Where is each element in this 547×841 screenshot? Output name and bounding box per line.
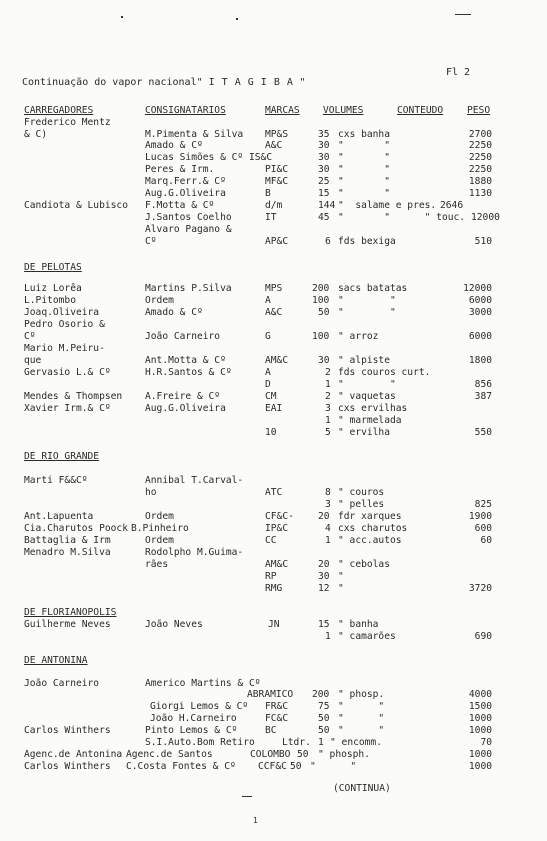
desc-cell: fdr xarques [338, 511, 402, 522]
shipper-cell: Marti F&&Cº [24, 475, 88, 486]
desc-cell: cxs ervilhas [338, 403, 408, 414]
qty-cell: 30 [318, 571, 330, 582]
qty-cell: 50 [290, 761, 302, 772]
qty-cell: 30 [318, 164, 330, 175]
desc-cell: " " [338, 379, 396, 390]
qty-cell: 3 [325, 499, 331, 510]
weight-cell: 856 [474, 379, 492, 390]
shipper-cell: Cia.Charutos Poock [24, 523, 128, 534]
mark-cell: AP&C [265, 236, 289, 247]
consignee-cell: M.Pimenta & Silva [145, 129, 244, 140]
mark-cell: AM&C [265, 559, 289, 570]
mark-cell: MPS [265, 283, 283, 294]
consignee-cell: Ant.Motta & Cº [145, 355, 226, 366]
consignee-cell: Lucas Simões & Cº [145, 152, 244, 163]
weight-cell: 4000 [468, 689, 492, 700]
desc-cell: " banha [338, 619, 379, 630]
section-heading: DE RIO GRANDE [24, 451, 100, 462]
desc-cell: " " [338, 713, 385, 724]
shipper-cell: Battaglia & Irm [24, 535, 111, 546]
mark-cell: A [265, 295, 271, 306]
desc-cell: " " [310, 761, 357, 772]
shipper-cell: Joaq.Oliveira [24, 307, 100, 318]
desc-cell: " encomm. [330, 737, 382, 748]
section-heading: DE PELOTAS [24, 262, 82, 273]
qty-cell: 200 [312, 283, 330, 294]
qty-cell: 30 [318, 355, 330, 366]
continues-note: (CONTINUA) [333, 783, 391, 794]
mark-cell: IP&C [265, 523, 289, 534]
consignee-cell: Peres & Irm. [145, 164, 215, 175]
consignee-cell: Ordem [145, 295, 174, 306]
desc-cell: " " [338, 701, 385, 712]
weight-cell: 1900 [468, 511, 492, 522]
desc-cell: fds couros curt. [338, 367, 431, 378]
weight-cell: 1800 [468, 355, 492, 366]
title-suffix: " [293, 77, 306, 88]
consignee-cell: João H.Carneiro [150, 713, 237, 724]
qty-cell: 1 [318, 737, 324, 748]
shipper-cell: Mario M.Peiru- [24, 343, 105, 354]
shipper-cell: Carlos Winthers [24, 725, 111, 736]
desc-cell: sacs batatas [338, 283, 408, 294]
weight-cell: 6000 [468, 295, 492, 306]
qty-cell: 1 [325, 379, 331, 390]
weight-cell: 70 [480, 737, 492, 748]
desc-cell: " acc.autos [338, 535, 402, 546]
qty-cell: 30 [318, 140, 330, 151]
weight-cell: 2250 [468, 140, 492, 151]
shipper-cell: Mendes & Thompsen [24, 391, 123, 402]
mark-cell: CC [265, 535, 277, 546]
qty-cell: 20 [318, 511, 330, 522]
mark-cell: ATC [265, 487, 283, 498]
consignee-cell: J.Santos Coelho [145, 212, 232, 223]
qty-cell: 75 [318, 701, 330, 712]
desc-cell: " " [338, 295, 396, 306]
consignee-cell: Amado & Cº [145, 307, 203, 318]
desc-cell: " " [338, 164, 390, 175]
qty-cell: 50 [297, 749, 309, 760]
qty-cell: 15 [318, 619, 330, 630]
desc-cell: " marmelada [338, 415, 402, 426]
desc-cell: " " [338, 725, 385, 736]
desc-cell: " alpiste [338, 355, 390, 366]
weight-cell: 2700 [468, 129, 492, 140]
weight-cell: 3720 [468, 583, 492, 594]
document-title [22, 78, 305, 88]
mark-cell: RP [265, 571, 277, 582]
desc-cell: " [338, 571, 344, 582]
header-marks: MARCAS [265, 105, 300, 116]
consignee-cell: Rodolpho M.Guima- [145, 547, 244, 558]
weight-cell: 1000 [468, 761, 492, 772]
mark-cell: JN [268, 619, 280, 630]
scan-dash-bottom [242, 796, 252, 797]
shipper-cell: Cº [24, 331, 36, 342]
header-contents: CONTEUDO [397, 105, 444, 116]
qty-cell: 25 [318, 176, 330, 187]
consignee-cell: C.Costa Fontes & Cº [126, 761, 236, 772]
mark-cell: PI&C [265, 164, 289, 175]
consignee-cell: Pinto Lemos & Cº [145, 725, 238, 736]
qty-cell: 50 [318, 307, 330, 318]
header-weight: PESO [467, 105, 491, 116]
mark-cell: CM [265, 391, 277, 402]
mark-cell: IS&C [249, 152, 273, 163]
header-shippers: CARREGADORES [24, 105, 94, 116]
consignee-cell: Aug.G.Oliveira [145, 403, 226, 414]
weight-cell: 3000 [468, 307, 492, 318]
consignee-cell: João Neves [145, 619, 203, 630]
mark-cell: MP&S [265, 129, 289, 140]
mark-cell: CCF&C [258, 761, 287, 772]
consignee-cell: Marq.Ferr.& Cº [145, 176, 226, 187]
mark-cell: Ltdr. [282, 737, 311, 748]
weight-cell: 12000 [463, 283, 492, 294]
consignee-cell: Annibal T.Carval- [145, 475, 244, 486]
consignee-cell: Amado & Cº [145, 140, 203, 151]
consignee-cell: A.Freire & Cº [145, 391, 221, 402]
weight-cell: 1000 [468, 713, 492, 724]
qty-cell: 50 [318, 725, 330, 736]
desc-cell: " " [338, 176, 390, 187]
weight-cell: 1500 [468, 701, 492, 712]
weight-cell: 2250 [468, 164, 492, 175]
consignee-cell: Martins P.Silva [145, 283, 232, 294]
qty-cell: 35 [318, 129, 330, 140]
desc-cell: " " [338, 140, 390, 151]
page-number: Fl 2 [446, 67, 471, 78]
mark-cell: A&C [265, 140, 283, 151]
desc-cell: " " [338, 307, 396, 318]
mark-cell: CF&C- [265, 511, 294, 522]
weight-cell: 60 [480, 535, 492, 546]
shipper-cell: Menadro M.Silva [24, 547, 111, 558]
consignee-cell: Cº [145, 236, 157, 247]
mark-cell: AM&C [265, 355, 289, 366]
consignee-cell: ho [145, 487, 157, 498]
weight-cell: 690 [474, 631, 492, 642]
weight-cell: 1130 [468, 188, 492, 199]
qty-cell: 100 [312, 295, 330, 306]
shipper-cell: Pedro Osorio & [24, 319, 105, 330]
mark-cell: EAI [265, 403, 283, 414]
desc-cell: " salame e pres. [338, 200, 437, 211]
weight-cell: 1000 [468, 725, 492, 736]
shipper-cell: Candiota & Lubisco [24, 200, 128, 211]
consignee-cell: Giorgi Lemos & Cº [150, 701, 249, 712]
mark-cell: COLOMBO [250, 749, 291, 760]
qty-cell: 1 [325, 535, 331, 546]
qty-cell: 1 [325, 415, 331, 426]
mark-cell: MF&C [265, 176, 289, 187]
folio-number: 1 [253, 816, 258, 825]
desc-cell: cxs charutos [338, 523, 408, 534]
scan-dot [121, 16, 123, 18]
mark-cell: ABRAMICO [247, 689, 294, 700]
desc-cell: " [338, 583, 344, 594]
qty-cell: 50 [318, 713, 330, 724]
mark-cell: B [265, 188, 271, 199]
shipper-cell: Gervasio L.& Cº [24, 367, 111, 378]
consignee-cell: S.I.Auto.Bom Retiro [145, 737, 255, 748]
qty-cell: 1 [325, 631, 331, 642]
mark-cell: A [265, 367, 271, 378]
consignee-cell: Ordem [145, 511, 174, 522]
qty-cell: 100 [312, 331, 330, 342]
qty-cell: 4 [325, 523, 331, 534]
desc-cell: " camarões [338, 631, 396, 642]
shipper-cell: Luiz Lorêa [24, 283, 82, 294]
weight-cell: 6000 [468, 331, 492, 342]
desc-cell: " cebolas [338, 559, 390, 570]
shipper-cell: Xavier Irm.& Cº [24, 403, 111, 414]
ship-name: I T A G I B A [208, 77, 294, 88]
consignee-cell: H.R.Santos & Cº [145, 367, 232, 378]
qty-cell: 12 [318, 583, 330, 594]
shipper-cell: & C) [24, 129, 48, 140]
desc-cell: " arroz [338, 331, 379, 342]
desc-cell: cxs banha [338, 129, 390, 140]
qty-cell: 5 [325, 427, 331, 438]
qty-cell: 45 [318, 212, 330, 223]
weight-cell: 2250 [468, 152, 492, 163]
mark-cell: 10 [265, 427, 277, 438]
consignee-cell: Americo Martins & Cº [145, 678, 261, 689]
mark-cell: D [265, 379, 271, 390]
shipper-cell: que [24, 355, 42, 366]
consignee-cell: João Carneiro [145, 331, 221, 342]
section-heading: DE ANTONINA [24, 655, 88, 666]
mark-cell: d/m [265, 200, 283, 211]
title-prefix: Continuação do vapor nacional" [22, 77, 209, 88]
mark-cell: BC [265, 725, 277, 736]
weight-cell: 825 [474, 499, 492, 510]
consignee-cell: Alvaro Pagano & [145, 224, 232, 235]
shipper-cell: Ant.Lapuenta [24, 511, 94, 522]
qty-cell: 200 [312, 689, 330, 700]
shipper-cell: Carlos Winthers [24, 761, 111, 772]
weight-cell: 550 [474, 427, 492, 438]
scan-dot [236, 18, 238, 20]
shipper-cell: Agenc.de Antonina [24, 749, 123, 760]
mark-cell: A&C [265, 307, 283, 318]
mark-cell: G [265, 331, 271, 342]
qty-cell: 2 [325, 367, 331, 378]
consignee-cell: B.Pinheiro [131, 523, 189, 534]
qty-cell: 144 [318, 200, 336, 211]
consignee-cell: Aug.G.Oliveira [145, 188, 226, 199]
qty-cell: 8 [325, 487, 331, 498]
qty-cell: 2 [325, 391, 331, 402]
header-consignees: CONSIGNATARIOS [145, 105, 226, 116]
header-volumes: VOLUMES [323, 105, 364, 116]
desc-cell: " " [338, 188, 390, 199]
shipper-cell: Guilherme Neves [24, 619, 111, 630]
qty-cell: 30 [318, 152, 330, 163]
desc-cell: fds bexiga [338, 236, 396, 247]
desc-cell: " vaquetas [338, 391, 396, 402]
desc-cell: " couros [338, 487, 385, 498]
mark-cell: FR&C [265, 701, 289, 712]
mark-cell: RMG [265, 583, 283, 594]
qty-cell: 3 [325, 403, 331, 414]
consignee-cell: Agenc.de Santos [126, 749, 213, 760]
scan-dash-top-right [455, 14, 471, 15]
weight-cell: 1880 [468, 176, 492, 187]
weight-cell: 2646 [440, 200, 464, 211]
mark-cell: IT [265, 212, 277, 223]
shipper-cell: L.Pitombo [24, 295, 76, 306]
weight-cell: 12000 [471, 212, 500, 223]
consignee-cell: Ordem [145, 535, 174, 546]
desc-cell: " " [338, 152, 390, 163]
desc-cell: " ervilha [338, 427, 390, 438]
desc-cell: " pelles [338, 499, 385, 510]
qty-cell: 6 [325, 236, 331, 247]
weight-cell: 600 [474, 523, 492, 534]
desc-cell: " phosp. [338, 689, 385, 700]
section-heading: DE FLORIANOPOLIS [24, 607, 117, 618]
qty-cell: 15 [318, 188, 330, 199]
shipper-cell: João Carneiro [24, 678, 100, 689]
desc-cell: " " " touc. [338, 212, 466, 223]
mark-cell: FC&C [265, 713, 289, 724]
shipper-cell: Frederico Mentz [24, 117, 111, 128]
consignee-cell: rães [145, 559, 169, 570]
desc-cell: " phosph. [318, 749, 370, 760]
weight-cell: 1000 [468, 749, 492, 760]
consignee-cell: F.Motta & Cº [145, 200, 215, 211]
weight-cell: 510 [474, 236, 492, 247]
weight-cell: 387 [474, 391, 492, 402]
qty-cell: 20 [318, 559, 330, 570]
